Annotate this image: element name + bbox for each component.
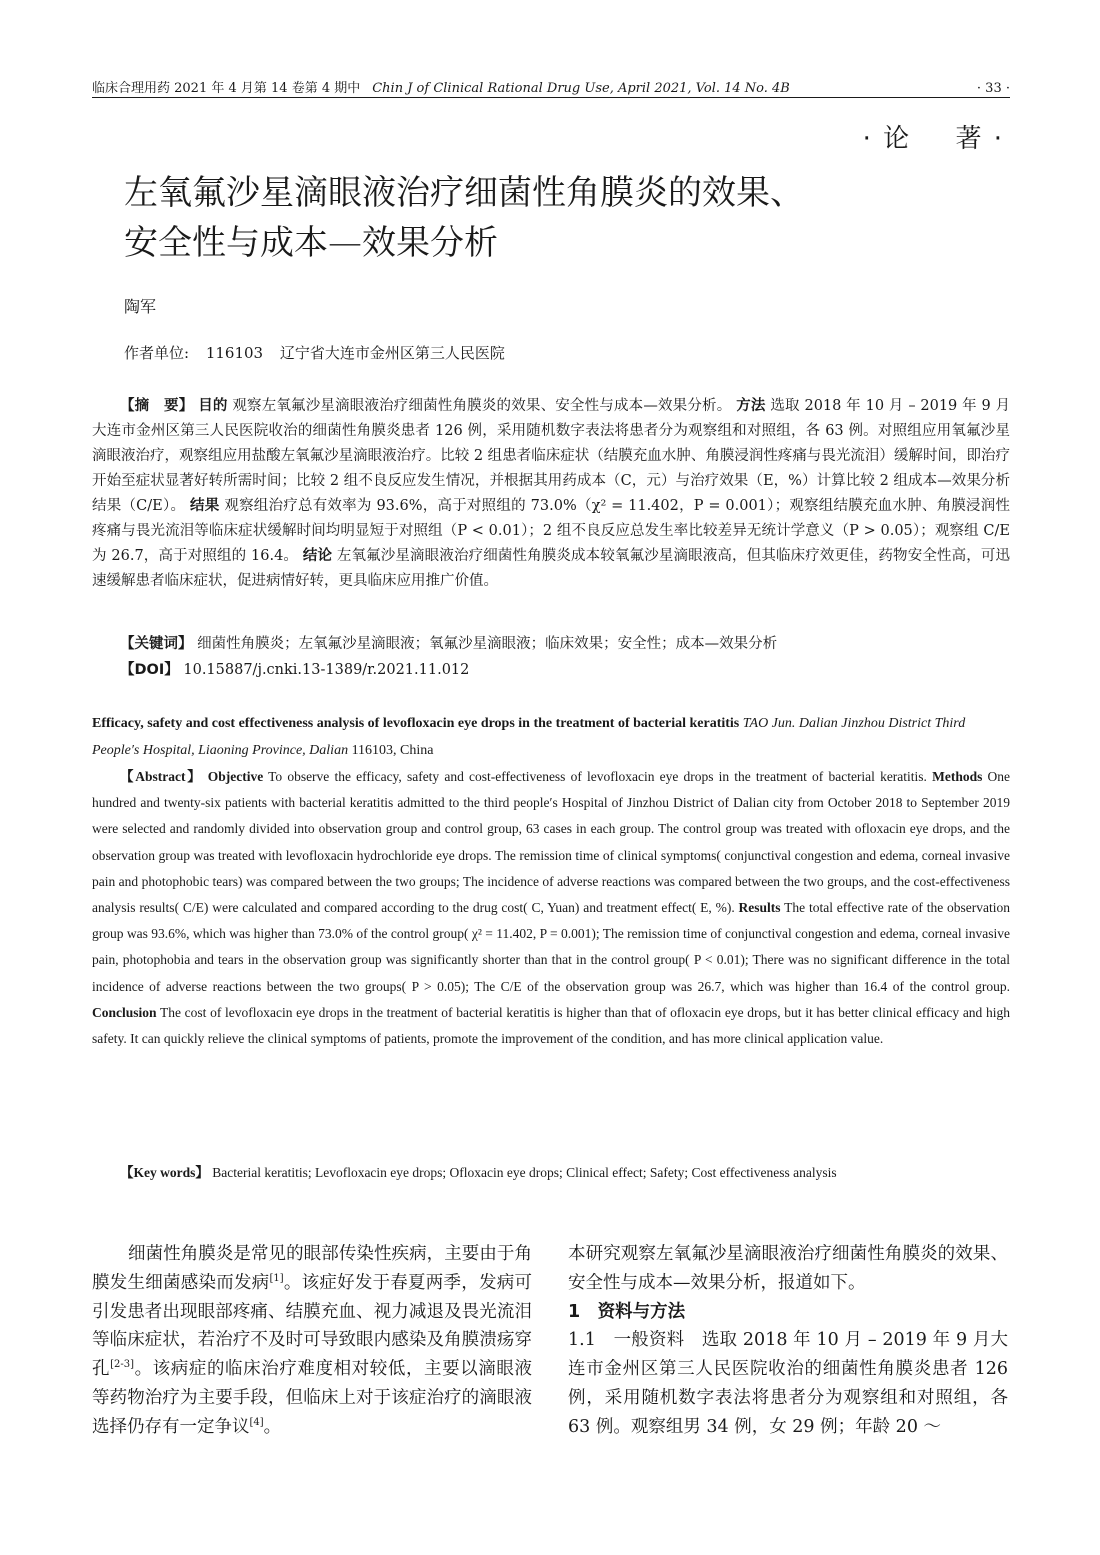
objective-text-en: To observe the efficacy, safety and cost-effectiveness of levofloxacin eye drops in the treatment of bacterial keratitis.	[268, 769, 927, 784]
objective-text-cn: 观察左氧氟沙星滴眼液治疗细菌性角膜炎的效果、安全性与成本—效果分析。	[232, 398, 732, 414]
section-tag-word2: 著	[955, 124, 984, 154]
results-text-en: The total effective rate of the observation group was 93.6%, which was higher than 73.0% of the control group( χ² = 11.402, P = 0.001); The remission time of conjunctival congestion and edema, corneal invasive pain, photophobia and tears in the observation group was significantly shorter than that in the control group( P < 0.01); There was no significant difference in the total incidence of adverse reactions between the two groups( P > 0.05); The C/E of the observation group was 26.7, which was higher than 16.4 of the control group.	[92, 900, 1011, 994]
objective-label-en: Objective	[207, 769, 264, 784]
author-name: 陶军	[124, 297, 157, 316]
affiliation-institution: 辽宁省大连市金州区第三人民医院	[279, 344, 505, 362]
english-title-block	[92, 710, 1010, 764]
english-postcode: 116103, China	[351, 743, 434, 758]
results-label-cn: 结果	[190, 498, 220, 514]
journal-citation	[92, 77, 790, 96]
keywords-cn	[92, 632, 1010, 657]
abstract-cn-label: 【摘 要】	[120, 398, 194, 414]
abstract-en-label: 【Abstract】	[120, 769, 203, 784]
keywords-text-cn: 细菌性角膜炎；左氧氟沙星滴眼液；氧氟沙星滴眼液；临床效果；安全性；成本—效果分析	[197, 636, 778, 652]
methods-text-cn: 选取 2018 年 10 月 – 2019 年 9 月大连市金州区第三人民医院收治的细菌性角膜炎患者 126 例，采用随机数字表法将患者分为观察组和对照组，各 63 例。对照组应用氧氟沙星滴眼液治疗，观察组应用盐酸左氧氟沙星滴眼液治疗。比较 2 组患者临床症状（结膜充血水肿、角膜浸润性疼痛与畏光流泪）缓解时间，即治疗开始至症状显著好转所需时间；比较 2 组不良反应发生情况，并根据其用药成本（C，元）与治疗效果（E，%）计算比较 2 组成本—效果分析结果（C/E）。	[92, 398, 1011, 514]
doi-value: 10.15887/j.cnki.13-1389/r.2021.11.012	[183, 662, 470, 678]
header-rule	[92, 97, 1010, 98]
conclusion-text-cn: 左氧氟沙星滴眼液治疗细菌性角膜炎成本较氧氟沙星滴眼液高，但其临床疗效更佳，药物安全性高，可迅速缓解患者临床症状，促进病情好转，更具临床应用推广价值。	[92, 548, 1011, 589]
section-heading-1: 1 资料与方法	[568, 1301, 686, 1322]
title-line-2: 安全性与成本—效果分析	[124, 223, 498, 263]
citation-ref-2: [2-3]	[110, 1359, 134, 1371]
methods-label-cn: 方法	[736, 398, 766, 414]
intro-text-1: 细菌性角膜炎是常见的眼部传染性疾病，主要由于角膜发生细菌感染而发病	[92, 1244, 532, 1293]
article-title	[124, 168, 984, 268]
keywords-text-en: Bacterial keratitis; Levofloxacin eye drops; Ofloxacin eye drops; Clinical effect; Safety; Cost effectiveness analysis	[212, 1165, 837, 1180]
journal-name-en: Chin J of Clinical Rational Drug Use, April 2021, Vol. 14 No. 4B	[372, 81, 790, 96]
english-author-affiliation: TAO Jun. Dalian Jinzhou District Third People′s Hospital, Liaoning Province, Dalian	[92, 716, 966, 758]
intro-continuation: 本研究观察左氧氟沙星滴眼液治疗细菌性角膜炎的效果、安全性与成本—效果分析，报道如下。	[568, 1244, 1008, 1293]
doi-line	[92, 658, 1010, 683]
page-number: · 33 ·	[976, 81, 1010, 96]
running-header	[92, 70, 1010, 96]
abstract-cn	[92, 394, 1010, 594]
conclusion-label-en: Conclusion	[92, 1004, 157, 1020]
keywords-en	[92, 1160, 1010, 1186]
journal-name-cn: 临床合理用药 2021 年 4 月第 14 卷第 4 期中	[92, 81, 361, 96]
subsection-label-1-1: 1.1 一般资料	[568, 1330, 685, 1351]
methods-text-en: One hundred and twenty-six patients with bacterial keratitis admitted to the third people′s Hospital of Jinzhou District of Dalian city from October 2018 to September 2019 were selected and randomly divided into observation group and control group, 63 cases in each group. The control group was treated with ofloxacin eye drops, and the observation group was treated with levofloxacin hydrochloride eye drops. The remission time of clinical symptoms( conjunctival congestion and edema, corneal invasive pain and photophobic tears) was compared between the two groups; The incidence of adverse reactions was compared between the two groups, and the cost-effectiveness analysis results( C/E) were calculated and compared according to the drug cost( C, Yuan) and treatment effect( E, %).	[92, 769, 1010, 916]
section-tag-word1: 论	[883, 124, 912, 154]
conclusion-text-en: The cost of levofloxacin eye drops in the treatment of bacterial keratitis is higher than that of ofloxacin eye drops, but it has better clinical efficacy and high safety. It can quickly relieve the clinical symptoms of patients, promote the improvement of the condition, and has more clinical application value.	[92, 1004, 1010, 1047]
section-tag-dot-right: ·	[993, 124, 1004, 154]
general-data-text: 选取 2018 年 10 月 – 2019 年 9 月大连市金州区第三人民医院收治的细菌性角膜炎患者 126 例，采用随机数字表法将患者分为观察组和对照组，各 63 例。观察组男 34 例，女 29 例；年龄 20 ～	[568, 1330, 1008, 1437]
title-line-1: 左氧氟沙星滴眼液治疗细菌性角膜炎的效果、	[124, 173, 804, 213]
conclusion-label-cn: 结论	[302, 548, 333, 564]
methods-label-en: Methods	[932, 769, 983, 784]
affiliation-label: 作者单位:	[124, 344, 190, 362]
section-tag-dot-left: ·	[862, 124, 873, 154]
citation-ref-1: [1]	[269, 1272, 284, 1284]
abstract-en	[92, 764, 1010, 1052]
affiliation-postcode: 116103	[205, 344, 264, 362]
results-label-en: Results	[738, 900, 781, 916]
objective-label-cn: 目的	[198, 398, 228, 414]
general-data-paragraph	[568, 1326, 1008, 1441]
intro-text-4: 。	[263, 1416, 282, 1437]
results-text-cn: 观察组治疗总有效率为 93.6%，高于对照组的 73.0%（χ² = 11.402，P = 0.001）；观察组结膜充血水肿、角膜浸润性疼痛与畏光流泪等临床症状缓解时间均明显短于对照组（P < 0.01）；2 组不良反应总发生率比较差异无统计学意义（P > 0.05）；观察组 C/E 为 26.7，高于对照组的 16.4。	[92, 498, 1011, 564]
citation-ref-3: [4]	[249, 1416, 264, 1428]
body-column-right	[568, 1240, 1008, 1442]
body-column-left	[92, 1240, 532, 1442]
english-title: Efficacy, safety and cost effectiveness analysis of levofloxacin eye drops in the treatment of bacterial keratitis	[92, 716, 740, 731]
keywords-label-cn: 【关键词】	[120, 636, 193, 652]
intro-text-3: 。该病症的临床治疗难度相对较低，主要以滴眼液等药物治疗为主要手段，但临床上对于该症治疗的滴眼液选择仍存有一定争议	[92, 1359, 533, 1437]
keywords-label-en: 【Key words】	[120, 1165, 209, 1180]
doi-label: 【DOI】	[120, 662, 179, 678]
section-tag	[863, 118, 1004, 155]
author-affiliation	[124, 342, 505, 363]
intro-text-2: 。该症好发于春夏两季，发病可引发患者出现眼部疼痛、结膜充血、视力减退及畏光流泪等临床症状，若治疗不及时可导致眼内感染及角膜溃疡穿孔	[92, 1272, 533, 1380]
